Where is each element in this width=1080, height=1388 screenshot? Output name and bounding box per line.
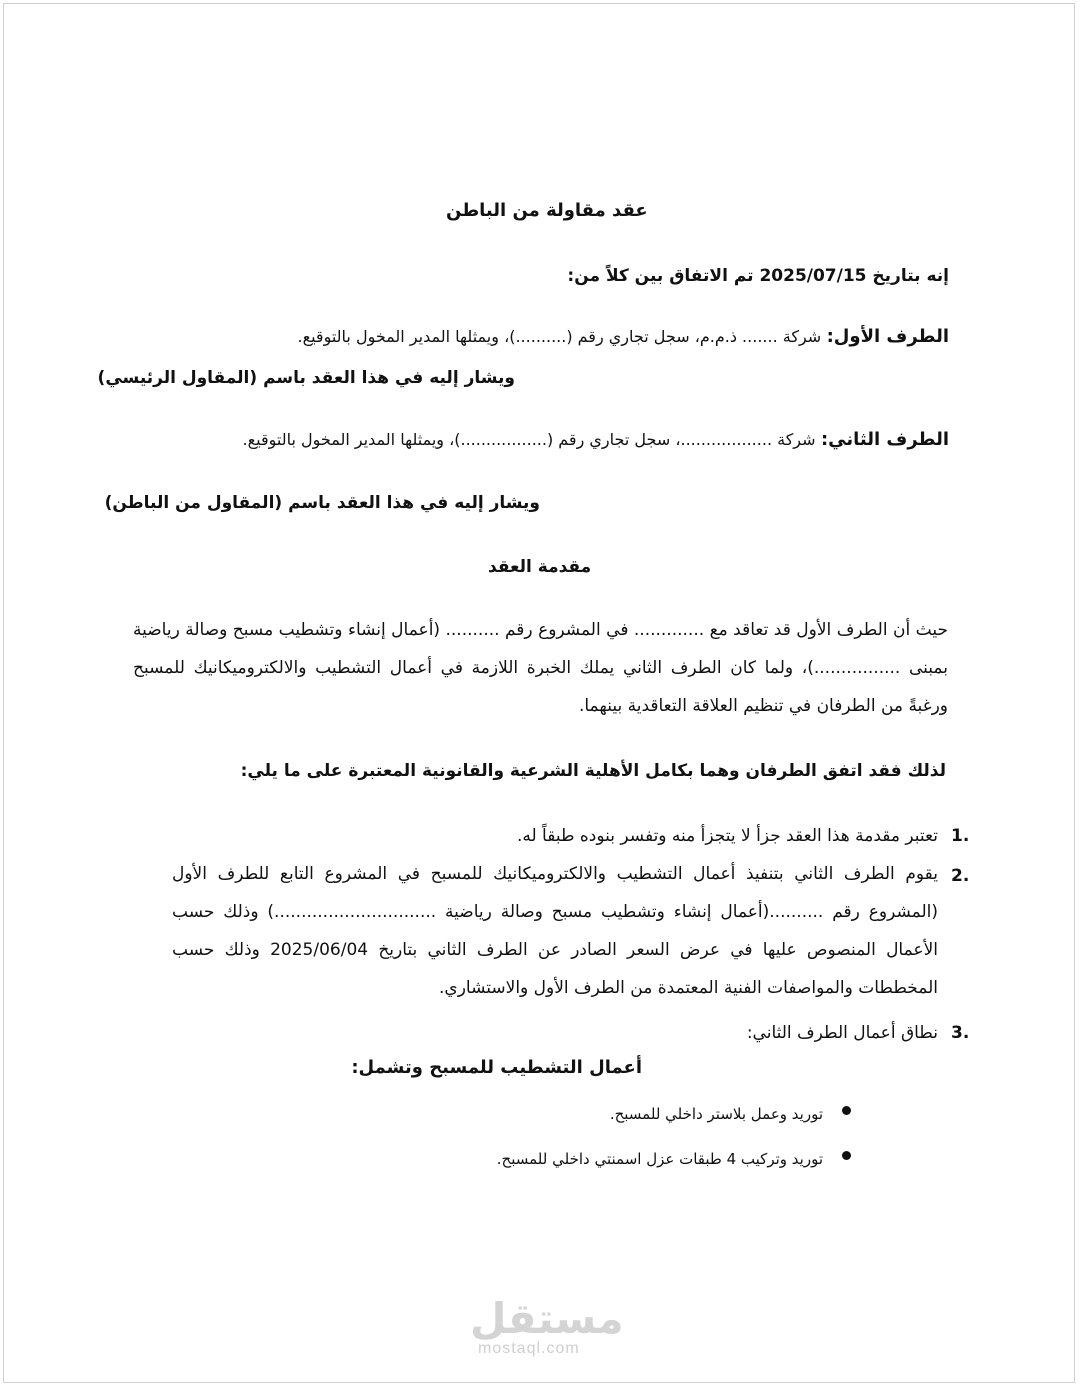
bullet-dot: [842, 1106, 851, 1115]
party-one: [298, 325, 950, 349]
preamble-heading: مقدمة العقد: [488, 557, 592, 577]
party-two-reference: ويشار إليه في هذا العقد باسم (المقاول من الباطن): [104, 493, 540, 513]
clause-2-text: يقوم الطرف الثاني بتنفيذ أعمال التشطيب والالكتروميكانيك للمسبح في المشروع التابع للطرف الأول (المشروع رقم ..........(أعمال إنشاء وتشطيب مسبح وصالة رياضية ..............................) وذلك حسب الأعمال المنصوص عليها في عرض السعر الصادر عن الطرف الثاني بتاريخ 2025/06/04 وذلك حسب المخططات والمواصفات الفنية المعتمدة من الطرف الأول والاستشاري.: [172, 864, 938, 998]
bullet-dot: [842, 1151, 851, 1160]
preamble-text: حيث أن الطرف الأول قد تعاقد مع ............. في المشروع رقم .......... (أعمال إنشاء وتشطيب مسبح وصالة رياضية بمبنى ................)، ولما كان الطرف الثاني يملك الخبرة اللازمة في أعمال التشطيب والالكتروميكانيك للمسبح ورغبةً من الطرفان في تنظيم العلاقة التعاقدية بينهما.: [133, 620, 948, 716]
party-two-details: شركة ..................، سجل تجاري رقم (.................)، ويمثلها المدير المخول بالتوقيع.: [242, 430, 816, 449]
clause-3-number: 3.: [951, 1023, 970, 1043]
contract-title: عقد مقاولة من الباطن: [446, 200, 648, 221]
mostaql-url: mostaql.com: [478, 1340, 580, 1357]
clause-1-text: تعتبر مقدمة هذا العقد جزأ لا يتجزأ منه وتفسر بنوده طبقاً له.: [516, 826, 938, 846]
mostaql-logo: مستقل: [470, 1294, 624, 1343]
party-two-label: الطرف الثاني:: [820, 429, 949, 450]
party-two: [243, 428, 949, 452]
scope-heading: أعمال التشطيب للمسبح وتشمل:: [351, 1057, 642, 1078]
party-one-details: شركة ....... ذ.م.م، سجل تجاري رقم (..........)، ويمثلها المدير المخول بالتوقيع.: [297, 327, 822, 346]
party-one-reference: ويشار إليه في هذا العقد باسم (المقاول الرئيسي): [97, 368, 515, 388]
scope-bullet-2: توريد وتركيب 4 طبقات عزل اسمنتي داخلي للمسبح.: [496, 1150, 823, 1168]
clause-3-text: نطاق أعمال الطرف الثاني:: [746, 1023, 938, 1043]
party-one-label: الطرف الأول:: [826, 326, 949, 347]
clause-1-number: 1.: [951, 826, 970, 846]
agreement-heading: لذلك فقد اتفق الطرفان وهما بكامل الأهلية الشرعية والقانونية المعتبرة على ما يلي:: [240, 761, 946, 781]
clause-2-number: 2.: [951, 866, 970, 886]
scope-bullet-1: توريد وعمل بلاستر داخلي للمسبح.: [609, 1105, 823, 1123]
contract-intro: إنه بتاريخ 2025/07/15 تم الاتفاق بين كلاً من:: [567, 266, 949, 286]
